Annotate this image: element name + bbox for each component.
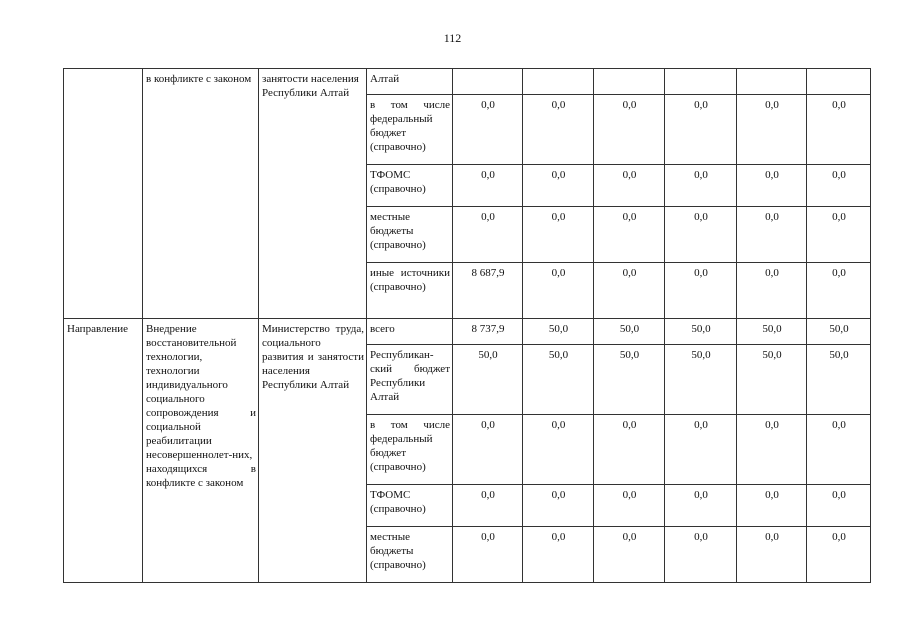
value-cell: 0,0 (594, 415, 665, 485)
value-cell: 0,0 (523, 527, 594, 583)
value-cell: 50,0 (665, 345, 737, 415)
source-cell: ТФОМС (справочно) (367, 485, 453, 527)
value-cell: 50,0 (807, 345, 871, 415)
value-cell: 0,0 (737, 415, 807, 485)
executor-cell: занятости населения Республики Алтай (259, 69, 367, 319)
value-cell: 50,0 (807, 319, 871, 345)
source-cell: ТФОМС (справочно) (367, 165, 453, 207)
value-cell: 0,0 (594, 95, 665, 165)
value-cell (807, 69, 871, 95)
value-cell: 50,0 (737, 319, 807, 345)
source-cell: Республикан-ский бюджет Республики Алтай (367, 345, 453, 415)
value-cell: 50,0 (594, 345, 665, 415)
source-cell: иные источники (справочно) (367, 263, 453, 319)
source-cell: местные бюджеты (справочно) (367, 527, 453, 583)
value-cell: 50,0 (665, 319, 737, 345)
value-cell: 50,0 (523, 319, 594, 345)
value-cell: 0,0 (665, 415, 737, 485)
measure-cell: в конфликте с законом (143, 69, 259, 319)
value-cell: 0,0 (594, 485, 665, 527)
value-cell: 0,0 (807, 415, 871, 485)
source-cell: в том числе федеральный бюджет (справочно) (367, 95, 453, 165)
value-cell: 0,0 (523, 207, 594, 263)
value-cell: 0,0 (453, 527, 523, 583)
value-cell: 50,0 (594, 319, 665, 345)
executor-cell: Министерство труда, социального развития и занятости населения Республики Алтай (259, 319, 367, 583)
table-row (64, 319, 871, 345)
value-cell: 0,0 (453, 95, 523, 165)
value-cell: 8 687,9 (453, 263, 523, 319)
value-cell: 0,0 (737, 165, 807, 207)
value-cell: 50,0 (523, 345, 594, 415)
value-cell: 0,0 (665, 485, 737, 527)
value-cell: 0,0 (453, 485, 523, 527)
value-cell: 0,0 (737, 485, 807, 527)
value-cell: 0,0 (807, 95, 871, 165)
value-cell: 0,0 (665, 207, 737, 263)
value-cell: 50,0 (453, 345, 523, 415)
value-cell: 0,0 (523, 95, 594, 165)
value-cell: 0,0 (807, 207, 871, 263)
value-cell: 0,0 (737, 207, 807, 263)
value-cell: 0,0 (453, 165, 523, 207)
value-cell (737, 69, 807, 95)
page-number: 112 (443, 31, 462, 45)
value-cell: 0,0 (594, 165, 665, 207)
value-cell (594, 69, 665, 95)
source-cell: в том числе федеральный бюджет (справочно) (367, 415, 453, 485)
value-cell: 0,0 (737, 527, 807, 583)
direction-cell (64, 69, 143, 319)
value-cell: 0,0 (523, 485, 594, 527)
value-cell: 0,0 (665, 263, 737, 319)
source-cell: Алтай (367, 69, 453, 95)
value-cell: 0,0 (523, 165, 594, 207)
value-cell: 0,0 (807, 263, 871, 319)
value-cell (523, 69, 594, 95)
value-cell: 0,0 (523, 263, 594, 319)
value-cell: 0,0 (665, 527, 737, 583)
source-cell: местные бюджеты (справочно) (367, 207, 453, 263)
value-cell: 0,0 (807, 165, 871, 207)
table-row (64, 69, 871, 95)
value-cell: 0,0 (807, 527, 871, 583)
value-cell: 0,0 (594, 527, 665, 583)
value-cell: 0,0 (453, 415, 523, 485)
value-cell: 0,0 (523, 415, 594, 485)
value-cell (453, 69, 523, 95)
source-cell: всего (367, 319, 453, 345)
measure-cell: Внедрение восстановительной технологии, технологии индивидуального социального сопровождения и социальной реабилитации несовершеннолет-них, находящихся в конфликте с законом (143, 319, 259, 583)
value-cell: 0,0 (737, 95, 807, 165)
value-cell: 0,0 (594, 263, 665, 319)
direction-cell: Направление (64, 319, 143, 583)
value-cell: 0,0 (665, 165, 737, 207)
value-cell: 0,0 (665, 95, 737, 165)
value-cell: 50,0 (737, 345, 807, 415)
value-cell: 8 737,9 (453, 319, 523, 345)
value-cell: 0,0 (453, 207, 523, 263)
value-cell: 0,0 (737, 263, 807, 319)
value-cell: 0,0 (807, 485, 871, 527)
budget-table (63, 68, 871, 583)
value-cell: 0,0 (594, 207, 665, 263)
value-cell (665, 69, 737, 95)
